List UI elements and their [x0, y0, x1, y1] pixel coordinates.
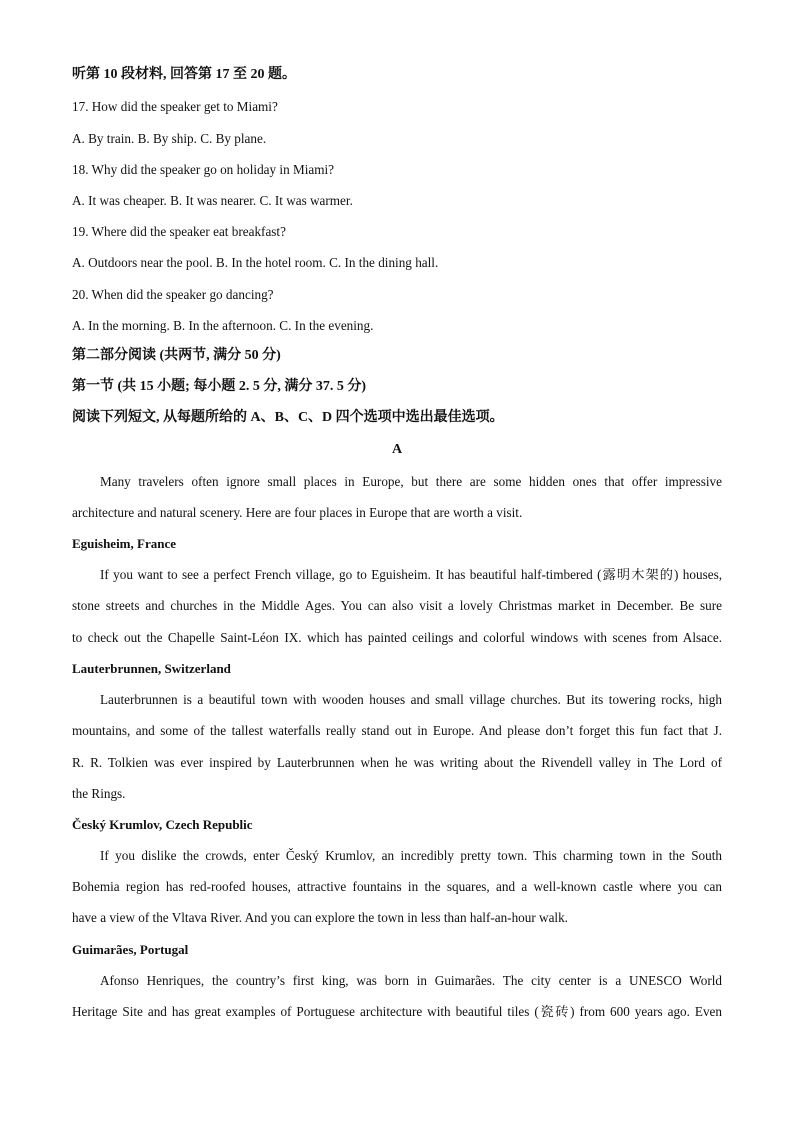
reading-section-title: 第一节 (共 15 小题; 每小题 2. 5 分, 满分 37. 5 分) [72, 379, 366, 394]
place-heading-lauterbrunnen: Lauterbrunnen, Switzerland [72, 661, 231, 676]
place-heading-cesky-krumlov: Český Krumlov, Czech Republic [72, 817, 253, 832]
paragraph-line: Afonso Henriques, the country’s first king, was born in Guimarães. The city center is a UNESCO World [100, 973, 722, 988]
listening-section-header: 听第 10 段材料, 回答第 17 至 20 题。 [72, 67, 296, 82]
question-20: 20. When did the speaker go dancing? [72, 287, 274, 302]
question-18: 18. Why did the speaker go on holiday in Miami? [72, 162, 334, 177]
question-20-options: A. In the morning. B. In the afternoon. C. In the evening. [72, 318, 374, 333]
paragraph-line: to check out the Chapelle Saint-Léon IX. which has painted ceilings and colorful windows with scenes from Alsace. [72, 630, 722, 645]
paragraph-line: If you dislike the crowds, enter Český Krumlov, an incredibly pretty town. This charming town in the South [100, 848, 722, 863]
place-heading-guimaraes: Guimarães, Portugal [72, 942, 189, 957]
paragraph-line: If you want to see a perfect French village, go to Eguisheim. It has beautiful half-timbered (露明木架的) houses, [100, 567, 722, 582]
intro-line: architecture and natural scenery. Here are four places in Europe that are worth a visit. [72, 505, 523, 520]
place-heading-eguisheim: Eguisheim, France [72, 536, 176, 551]
paragraph-line: R. R. Tolkien was ever inspired by Lauterbrunnen when he was writing about the Rivendell valley in The Lord of [72, 755, 722, 770]
question-17-options: A. By train. B. By ship. C. By plane. [72, 131, 267, 146]
paragraph-line: Heritage Site and has great examples of Portuguese architecture with beautiful tiles (瓷砖) from 600 years ago. Even [72, 1004, 722, 1019]
paragraph-line: stone streets and churches in the Middle Ages. You can also visit a lovely Christmas market in December. Be sure [72, 598, 722, 613]
intro-line: Many travelers often ignore small places in Europe, but there are some hidden ones that offer impressive [100, 474, 722, 489]
paragraph-line: have a view of the Vltava River. And you can explore the town in less than half-an-hour walk. [72, 910, 568, 925]
question-19: 19. Where did the speaker eat breakfast? [72, 224, 286, 239]
reading-instruction: 阅读下列短文, 从每题所给的 A、B、C、D 四个选项中选出最佳选项。 [72, 410, 504, 425]
question-18-options: A. It was cheaper. B. It was nearer. C. It was warmer. [72, 193, 353, 208]
passage-letter: A [391, 442, 403, 457]
reading-part-title: 第二部分阅读 (共两节, 满分 50 分) [72, 348, 281, 363]
question-19-options: A. Outdoors near the pool. B. In the hotel room. C. In the dining hall. [72, 255, 439, 270]
paragraph-line: the Rings. [72, 786, 126, 801]
paragraph-line: mountains, and some of the tallest waterfalls really stand out in Europe. And please don’t forget this fun fact that J. [72, 723, 722, 738]
question-17: 17. How did the speaker get to Miami? [72, 99, 278, 114]
paragraph-line: Lauterbrunnen is a beautiful town with wooden houses and small village churches. But its towering rocks, high [100, 692, 722, 707]
paragraph-line: Bohemia region has red-roofed houses, attractive fountains in the squares, and a well-known castle where you can [72, 879, 722, 894]
